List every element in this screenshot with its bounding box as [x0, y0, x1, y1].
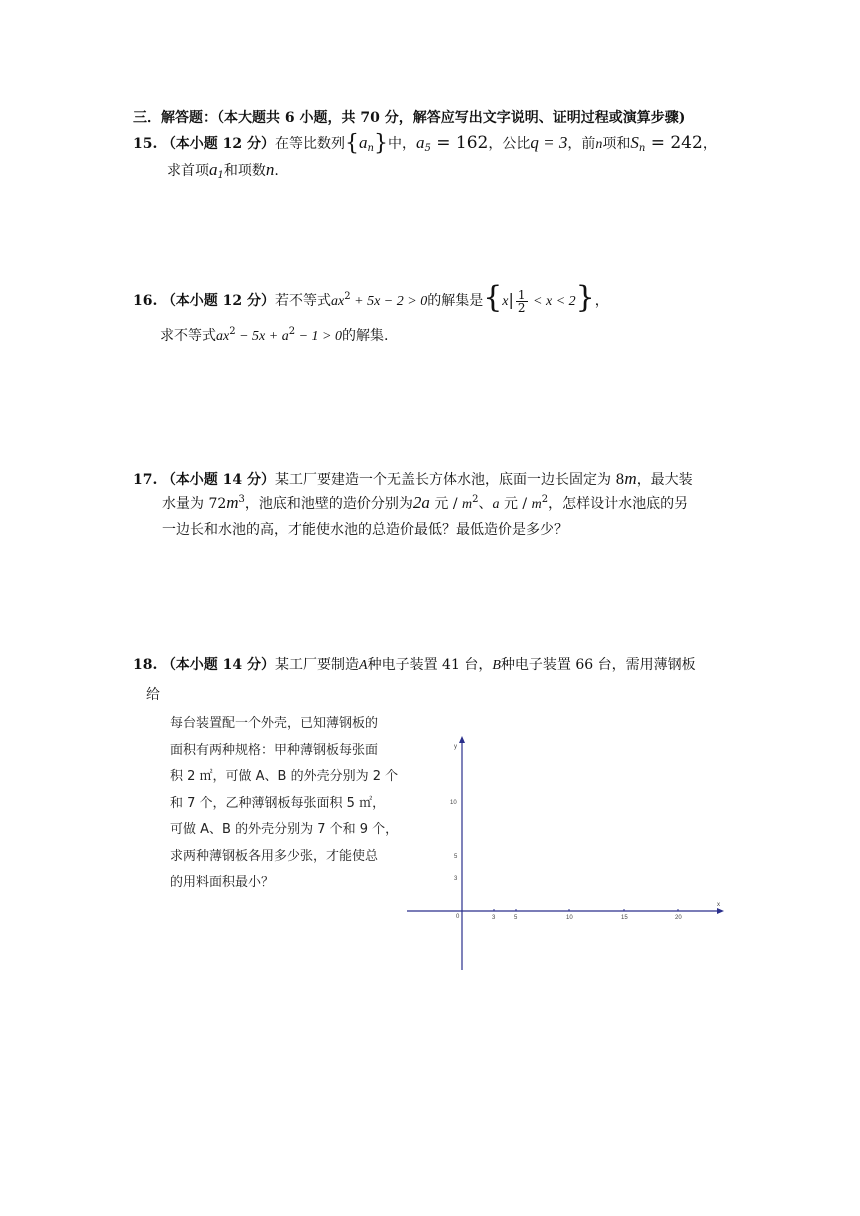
x-tick-label: 3: [492, 915, 496, 921]
q18-tag: （本小题 14 分）: [161, 657, 276, 673]
box-line: 面积有两种规格：甲种薄钢板每张面: [170, 742, 379, 758]
box-line: 的用料面积最小？: [170, 875, 275, 890]
y-tick-label: 3: [454, 876, 458, 882]
x-tick-label: 20: [675, 915, 682, 921]
q15-number: 15.: [133, 136, 158, 152]
section-heading: [133, 107, 685, 127]
y-axis-label: y: [454, 744, 457, 750]
q15-text: 在等比数列: [275, 136, 346, 152]
x-tick-label: 5: [514, 915, 518, 921]
box-line: 和 7 个，乙种薄钢板每张面积 5 ㎡，: [170, 795, 386, 811]
question-18: 18. （本小题 14 分）某工厂要制造A种电子装置 41 台，B种电子装置 66 台，需用薄钢板: [133, 657, 696, 673]
y-tick-label: 10: [450, 800, 457, 806]
section-title: 三．解答题：: [133, 110, 217, 126]
q18-problem-box: [170, 711, 398, 897]
x-tick-label: 10: [566, 915, 573, 921]
x-tick-label: 15: [621, 915, 628, 921]
q17-number: 17.: [133, 472, 158, 488]
question-15-line2: 求首项$a_1$和项数n.: [167, 160, 279, 181]
y-axis-arrow: [459, 736, 465, 743]
fraction-one-half: $\frac{1}{2}$: [517, 287, 526, 315]
q18-number: 18.: [133, 657, 158, 673]
origin-label: 0: [456, 914, 460, 920]
box-line: 可做 A、B 的外壳分别为 7 个和 9 个，: [170, 822, 399, 837]
q16-tag: （本小题 12 分）: [161, 293, 276, 309]
section-note: （本大题共 6 小题，共 70 分，解答应写出文字说明、证明过程或演算步骤): [217, 110, 686, 126]
question-18-line2: 给: [146, 687, 160, 703]
question-16-line2: 求不等式$ax^2 - 5x + a^2 - 1 > 0$的解集.: [160, 326, 389, 344]
box-line: 求两种薄钢板各用多少张，才能使总: [170, 848, 379, 864]
box-line: 每台装置配一个外壳，已知薄钢板的: [170, 716, 379, 731]
q15-tag: （本小题 12 分）: [161, 136, 276, 152]
q16-number: 16.: [133, 293, 158, 309]
q17-tag: （本小题 14 分）: [161, 472, 276, 488]
question-17-line3: 一边长和水池的高，才能使水池的总造价最低？最低造价是多少？: [162, 522, 568, 538]
y-tick-label: 5: [454, 854, 458, 860]
box-line: 积 2 ㎡，可做 A、B 的外壳分别为 2 个: [170, 769, 399, 784]
x-axis-label: x: [717, 902, 720, 908]
question-17: 17. （本小题 14 分）某工厂要建造一个无盖长方体水池，底面一边长固定为 8m，最大装: [133, 469, 693, 488]
x-axis-arrow: [717, 908, 724, 914]
coordinate-axes: [405, 735, 725, 975]
question-16: 16. （本小题 12 分）若不等式$ax^2 + 5x - 2 > 0$的解集是{x| $\frac{1}{2}$ < x < 2}，: [133, 280, 609, 315]
question-15: 15. （本小题 12 分）在等比数列$\{a_n\}$中，$a_5 = 162$，公比q = 3，前n项和$S_n = 242$，: [133, 131, 717, 156]
question-17-line2: 水量为 $72m^3$，池底和池壁的造价分别为2a 元 / $m^2$、a 元 / $m^2$，怎样设计水池底的另: [162, 493, 689, 512]
